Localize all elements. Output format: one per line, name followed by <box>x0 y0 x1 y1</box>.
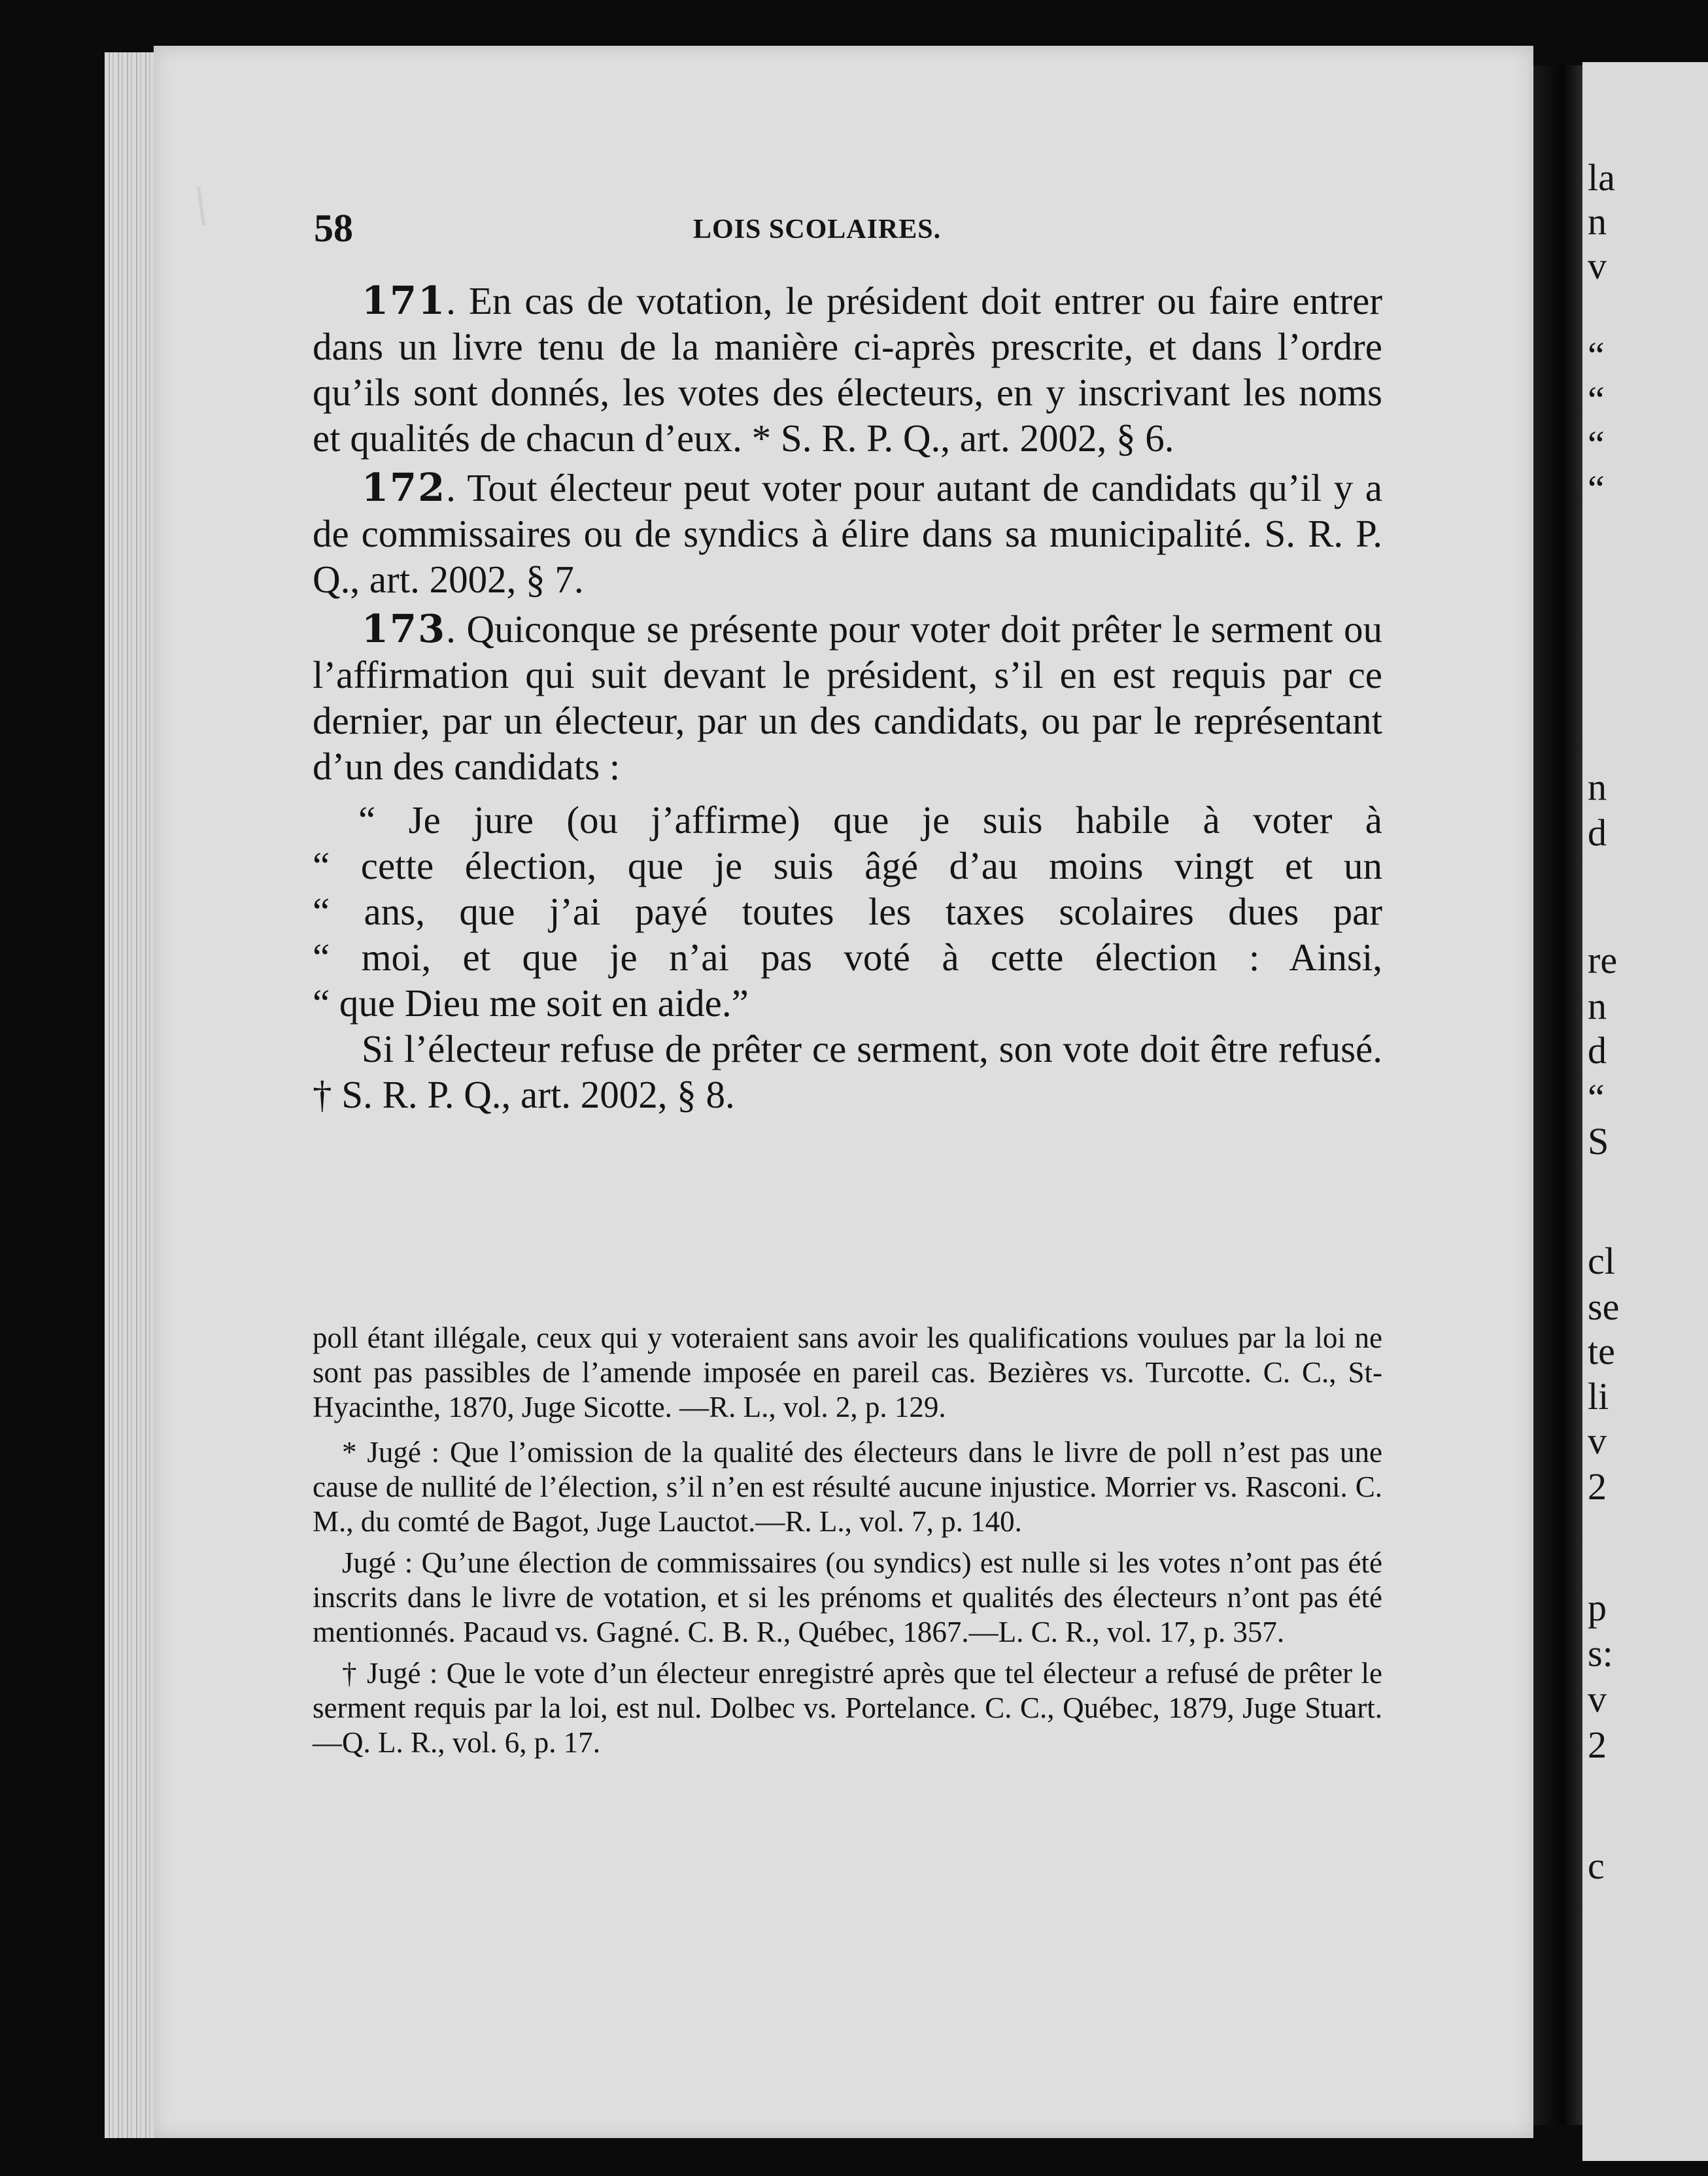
oath-line: “ Je jure (ou j’affirme) que je suis habile à voter à <box>358 798 1382 842</box>
facing-page-fragment: s: <box>1588 1632 1613 1674</box>
article-number: 172 <box>362 465 447 510</box>
body-text <box>313 278 1382 1121</box>
facing-page-fragment: li <box>1588 1375 1609 1418</box>
facing-page-fragment: S <box>1588 1120 1609 1163</box>
facing-page-fragment: “ <box>1588 379 1605 421</box>
article-text: . Tout électeur peut voter pour autant de candidats qu’il y a de commissaires ou de syndics à élire dans sa municipalité. S. R. P. Q., art. 2002, § 7. <box>313 466 1382 601</box>
footnote-star: * Jugé : Que l’omission de la qualité des électeurs dans le livre de poll n’est pas une cause de nullité de l’élection, s’il n’en est résulté aucune injustice. Morrier vs. Rasconi. C. M., du comté de Bagot, Juge Lauctot.—R. L., vol. 7, p. 140. <box>313 1436 1382 1538</box>
facing-page-fragment: te <box>1588 1330 1615 1372</box>
facing-page <box>1582 62 1708 2161</box>
running-title: LOIS SCOLAIRES. <box>693 214 942 245</box>
article-text: . Quiconque se présente pour voter doit prêter le serment ou l’affirmation qui suit devant le président, s’il en est requis par ce dernier, par un électeur, par un des candidats, ou par le représentant d’un des candidats : <box>313 607 1382 788</box>
margin-mark <box>197 186 205 226</box>
oath-line: “ que Dieu me soit en aide.” <box>313 981 749 1025</box>
oath-line: “ cette élection, que je suis âgé d’au moins vingt et un <box>313 844 1382 887</box>
oath-line: “ moi, et que je n’ai pas voté à cette élection : Ainsi, <box>313 936 1382 979</box>
facing-page-fragment: cl <box>1588 1240 1615 1282</box>
footnotes <box>313 1321 1382 1775</box>
article-172 <box>313 465 1382 602</box>
facing-page-fragment: c <box>1588 1844 1605 1887</box>
page-number: 58 <box>314 207 353 250</box>
article-173 <box>313 606 1382 789</box>
footnote-dagger: † Jugé : Que le vote d’un électeur enregistré après que tel électeur a refusé de prêter le serment requis par la loi, est nul. Dolbec vs. Portelance. C. C., Québec, 1879, Juge Stuart.—Q. L. R., vol. 6, p. 17. <box>313 1657 1382 1759</box>
oath-text <box>313 797 1382 1026</box>
facing-page-fragment: v <box>1588 1678 1607 1720</box>
article-text: . En cas de votation, le président doit entrer ou faire entrer dans un livre tenu de la manière ci-après prescrite, et dans l’ordre qu’ils sont donnés, les votes des électeurs, en y inscrivant les noms et qualités de chacun d’eux. * S. R. P. Q., art. 2002, § 6. <box>313 279 1382 460</box>
facing-page-fragment: se <box>1588 1285 1620 1328</box>
facing-page-fragment: n <box>1588 766 1607 808</box>
article-171 <box>313 278 1382 461</box>
facing-page-fragment: v <box>1588 1420 1607 1462</box>
facing-page-fragment: “ <box>1588 468 1605 510</box>
facing-page-fragment: d <box>1588 1029 1607 1072</box>
facing-page-fragment: v <box>1588 245 1607 287</box>
facing-page-fragment: re <box>1588 939 1618 981</box>
closing-paragraph: Si l’électeur refuse de prêter ce serment, son vote doit être refusé. † S. R. P. Q., art. 2002, § 8. <box>313 1027 1382 1116</box>
page-header <box>314 206 1386 258</box>
oath-line: “ ans, que j’ai payé toutes les taxes scolaires dues par <box>313 890 1382 933</box>
book-gutter <box>1533 65 1582 2125</box>
facing-page-fragment: 2 <box>1588 1465 1607 1508</box>
facing-page-fragment: la <box>1588 156 1615 199</box>
facing-page-fragment: 2 <box>1588 1724 1607 1766</box>
article-number: 173 <box>362 606 447 651</box>
footnote-continuation: poll étant illégale, ceux qui y voteraient sans avoir les qualifications voulues par la loi ne sont pas passibles de l’amende imposée en pareil cas. Bezières vs. Turcotte. C. C., St-Hyacinthe, 1870, Juge Sicotte. —R. L., vol. 2, p. 129. <box>313 1321 1382 1423</box>
facing-page-fragment: “ <box>1588 334 1605 377</box>
facing-page-fragment: “ <box>1588 423 1605 466</box>
facing-page-fragment: p <box>1588 1586 1607 1629</box>
facing-page-fragment: n <box>1588 985 1607 1027</box>
facing-page-fragment: “ <box>1588 1076 1605 1119</box>
facing-page-fragment: n <box>1588 200 1607 243</box>
article-number: 171 <box>362 278 447 323</box>
footnote-juge: Jugé : Qu’une élection de commissaires (ou syndics) est nulle si les votes n’ont pas été inscrits dans le livre de votation, et si les prénoms et qualités des électeurs n’ont pas été mentionnés. Pacaud vs. Gagné. C. B. R., Québec, 1867.—L. C. R., vol. 17, p. 357. <box>313 1546 1382 1648</box>
facing-page-fragment: d <box>1588 811 1607 854</box>
